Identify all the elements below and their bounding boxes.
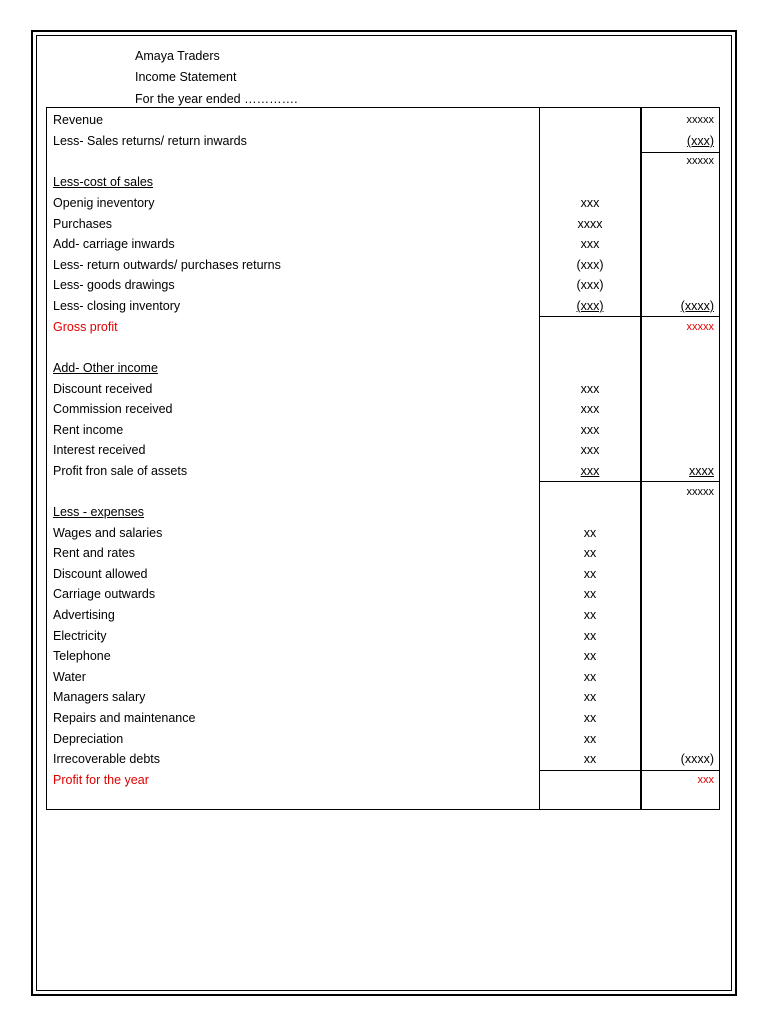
row-amount-middle: xx (583, 752, 597, 766)
row-amount-middle: (xxx) (576, 258, 604, 272)
row-label: Less- Sales returns/ return inwards (53, 134, 247, 148)
row-amount-right: xxxxx (686, 114, 714, 126)
row-label: Less- goods drawings (53, 278, 175, 292)
row-amount-middle: xx (583, 546, 597, 560)
row-label: Profit for the year (53, 773, 149, 787)
row-label: Discount received (53, 382, 153, 396)
row-amount-middle: xx (583, 526, 597, 540)
row-amount-middle: xx (583, 690, 597, 704)
row-amount-middle: xx (583, 629, 597, 643)
row-amount-middle: xx (583, 587, 597, 601)
row-label: Rent and rates (53, 546, 135, 560)
row-amount-middle: xxx (580, 196, 600, 210)
subtotal-rule (539, 481, 720, 482)
row-label: Add- Other income (53, 361, 158, 375)
row-amount-middle: xxx (580, 402, 600, 416)
row-label: Profit fron sale of assets (53, 464, 188, 478)
company-name: Amaya Traders (135, 49, 220, 63)
row-label: Add- carriage inwards (53, 237, 175, 251)
row-amount-right: (xxx) (686, 134, 714, 148)
row-amount-right: xxxxx (686, 486, 714, 498)
row-label: Openig ineventory (53, 196, 155, 210)
row-label: Purchases (53, 217, 113, 231)
row-label: Less - expenses (53, 505, 145, 519)
row-label: Discount allowed (53, 567, 148, 581)
row-amount-right: (xxxx) (680, 299, 714, 313)
row-label: Wages and salaries (53, 526, 163, 540)
row-label: Less- closing inventory (53, 299, 181, 313)
row-label: Interest received (53, 443, 146, 457)
statement-title: Income Statement (135, 70, 237, 84)
row-amount-middle: xxx (580, 237, 600, 251)
row-label: Irrecoverable debts (53, 752, 161, 766)
row-amount-middle: xxx (580, 382, 600, 396)
row-amount-middle: xx (583, 732, 597, 746)
row-label: Water (53, 670, 86, 684)
row-amount-right: xxx (697, 774, 714, 786)
row-label: Repairs and maintenance (53, 711, 196, 725)
row-amount-middle: (xxx) (576, 299, 604, 313)
row-amount-middle: xxx (580, 464, 600, 478)
row-label: Less-cost of sales (53, 175, 154, 189)
row-label: Revenue (53, 113, 104, 127)
row-amount-middle: xx (583, 670, 597, 684)
row-label: Gross profit (53, 320, 118, 334)
row-label: Commission received (53, 402, 173, 416)
row-amount-right: xxxxx (686, 321, 714, 333)
row-label: Managers salary (53, 690, 146, 704)
row-label: Less- return outwards/ purchases returns (53, 258, 281, 272)
income-statement-table (46, 107, 720, 810)
row-amount-middle: xx (583, 567, 597, 581)
row-amount-right: xxxx (689, 464, 714, 478)
row-amount-middle: xx (583, 608, 597, 622)
row-label: Carriage outwards (53, 587, 156, 601)
row-amount-right: xxxxx (686, 155, 714, 167)
row-label: Advertising (53, 608, 115, 622)
row-label: Depreciation (53, 732, 124, 746)
period-line: For the year ended …………. (135, 92, 298, 106)
row-amount-middle: xxxx (577, 217, 603, 231)
row-amount-middle: (xxx) (576, 278, 604, 292)
row-label: Electricity (53, 629, 107, 643)
row-amount-right: (xxxx) (680, 752, 714, 766)
row-amount-middle: xx (583, 711, 597, 725)
subtotal-rule (539, 316, 720, 317)
row-amount-middle: xxx (580, 423, 600, 437)
row-label: Rent income (53, 423, 124, 437)
subtotal-rule (539, 770, 720, 771)
row-label: Telephone (53, 649, 111, 663)
row-amount-middle: xx (583, 649, 597, 663)
row-amount-middle: xxx (580, 443, 600, 457)
